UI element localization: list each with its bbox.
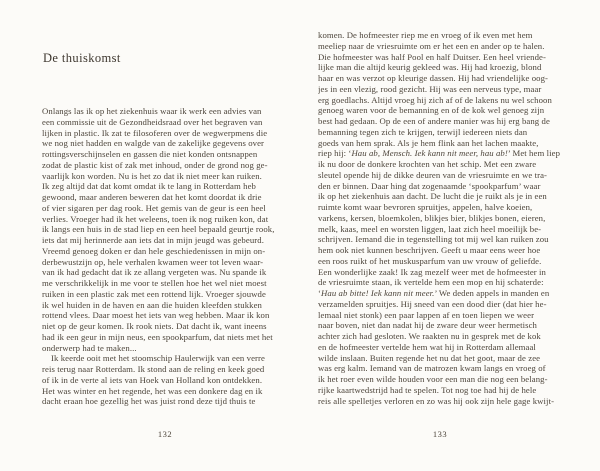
text-line: ik het roer even wilde houden voor een man die nog een belang- [318,374,548,384]
text-line: van ik had gedacht dat ik ze allang vergeten was. Nu spande ik [42,267,267,278]
text-line: reis terug naar Rotterdam. Ik stond aan de reling en keek goed [42,364,265,374]
text-line: derbewustzijn op, hele verhalen kwamen weer tot leven waar- [42,256,264,267]
text-line: gewoond, maar anderen beweren dat het komt doordat ik drie [42,192,262,202]
text-line: jes in een vlezig, rood gezicht. Hij was een nerveus type, maar [318,83,542,94]
text-line: en de hofmeester vertelde hem wat hij in Rotterdam allemaal [318,341,536,352]
text-line: zodat de plastic kist of zak met inhoud, onder de grond nog ge- [42,159,268,170]
text-line: ik langs een huis in de stad liep en een heel bepaald geurtje rook, [42,224,275,235]
text-line: verzamelden spruitjes. Hij sneed van een dood dier (dat hier he- [318,298,547,309]
text-line: ‘Hau ab bitte! Iek kann nit meer.’ We deden appels in manden en [318,288,550,298]
text-line: komen. De hofmeester riep me en vroeg of ik even met hem [318,30,533,40]
text-line: schrijven. Iemand die in tegenstelling tot mij wel kan ruiken zou [318,234,549,245]
text-line: genoeg waren voor de bemanning en of de kok wel genoeg zijn [318,105,545,116]
chapter-title: De thuiskomst [43,51,121,65]
text-line: of vier sigaren per dag rook. Het gemis van de geur is een heel [42,202,266,213]
text-line: een commissie uit de Gezondheidsraad over het begraven van [42,116,263,127]
text-line: iets dat mij herinnerde aan iets dat in mijn jeugd was gebeurd. [42,235,264,245]
text-line: Vreemd genoeg doken er dan hele geschiedenissen in mijn on- [42,245,266,256]
text-line: lijke man die altijd keurig gekleed was. Hij had kroezig, blond [318,62,542,73]
right-page-text [318,30,562,406]
text-line: wilde inslaan. Buiten regende het nu dat het goot, maar de zee [318,352,541,363]
text-line: lemaal niet stonk) een paar lappen af en toen liepen we weer [318,309,535,320]
right-page-number: 133 [432,429,448,439]
text-line: rijke kaartwedstrijd had te spelen. Tot nog toe had hij de hele [318,384,537,395]
text-line: haar en was verzot op kleurige dassen. Hij had vriendelijke oog- [318,73,549,83]
text-line: was erg kalm. Iemand van de matrozen kwam langs en vroeg of [318,363,546,374]
text-line: ruimte komt waar bevroren spruitjes, appelen, halve koeien, [318,202,533,212]
text-line: Een wonderlijke zaak! Ik zag mezelf weer met de hofmeester in [318,266,547,277]
text-line: bemanning tegen zich te krijgen, terwijl iedereen niets dan [318,126,528,137]
text-line: niet op de geur komen. Ik rook niets. Dat dacht ik, want ineens [42,321,267,331]
text-line: verlies. Vroeger had ik het weleens, toen ik nog ruiken kon, dat [42,213,269,224]
text-line: varkens, kersen, bloemkolen, blikjes bier, blikjes bonen, eieren, [318,212,546,223]
text-line: Het was winter en het regende, het was een donkere dag en ik [42,385,263,396]
text-line: goeds van hem sprak. Als je hem flink aan het lachen maakte, [318,137,539,148]
text-line: achter zich had gesloten. We raakten nu in gesprek met de kok [318,331,541,341]
text-line: naar boven, niet dan nadat hij de zware deur weer hermetisch [318,320,537,331]
text-line: had ik een geur in mijn neus, een spookparfum, dat niets met het [42,331,273,342]
text-line: melk, kaas, meel en worsten liggen, laat zich heel moeilijk be- [318,223,542,234]
text-line: sleutel opende hij de dikke deuren van de vriesruimte en we tra- [318,169,548,180]
text-line: rottend vlees. Daar moest het iets van weg hebben. Maar ik kon [42,310,270,321]
text-line: hem ook niet kunnen beschrijven. Geeft u maar eens weer hoe [318,245,541,255]
text-line: of ik in de verte al iets van Hoek van Holland kon ontdekken. [42,374,263,385]
text-line: ik nu door de donkere krochten van het schip. Met een zware [318,159,537,169]
text-line: erg goedlachs. Altijd vroeg hij zich af of de lakens nu wel schoon [318,94,552,105]
text-line: Die hofmeester was half Pool en half Duitser. Een heel vriende- [318,51,546,62]
text-line: dacht eraan hoe gezellig het was juist rond deze tijd thuis te [42,396,256,407]
text-line: Ik zeg altijd dat dat komt omdat ik te lang in Rotterdam heb [42,181,256,192]
text-line: Onlangs las ik op het ziekenhuis waar ik werk een advies van [42,106,262,116]
text-line: best had gedaan. Op de een of andere manier was hij erg bang de [318,116,550,126]
text-line: meeliep naar de vriesruimte om er het een en ander op te halen. [318,40,545,51]
text-line: ik wel huiden in de haven en aan die huiden kleefden stukken [42,299,262,310]
text-line: ruiken in een plastic zak met een rottend lijk. Vroeger sjouwde [42,288,266,299]
text-line: de vriesruimte staan, ik vertelde hem een mop en hij schaterde: [318,277,544,288]
text-line: reis alle spelletjes verloren en zo was hij ook zijn hele gage kwijt- [318,395,555,406]
text-line: rottingsverschijnselen en gassen die niet konden ontsnappen [42,149,258,159]
text-line: ik op het ziekenhuis aan dacht. De lucht die je ruikt als je in een [318,191,547,202]
text-line: een roos ruikt of het muskusparfum van uw vrouw of geliefde. [318,255,542,266]
text-line: lijken in plastic. Ik zat te filosoferen over de wegwerpmens die [42,127,268,138]
text-line: we nog niet hadden en walgde van de zakelijke gegevens over [42,138,265,149]
text-line: Ik keerde ooit met het stoomschip Haulerwijk van een verre [51,353,265,364]
text-line: vaarlijk kon worden. Nu is het zo dat ik niet meer kan ruiken. [42,170,262,181]
text-line: riep hij: ‘Hau ab, Mensch. Iek kann nit meer, hau ab!’ Met hem liep [318,148,561,159]
text-line: den er binnen. Daar hing dat zogenaamde ‘spookparfum’ waar [318,180,541,191]
text-line: onderwerp had te maken... [42,342,137,353]
left-page-number: 132 [157,429,173,439]
text-line: me verschrikkelijk in me voor te stellen hoe het wel niet moest [42,278,267,288]
left-page-text [42,106,288,407]
